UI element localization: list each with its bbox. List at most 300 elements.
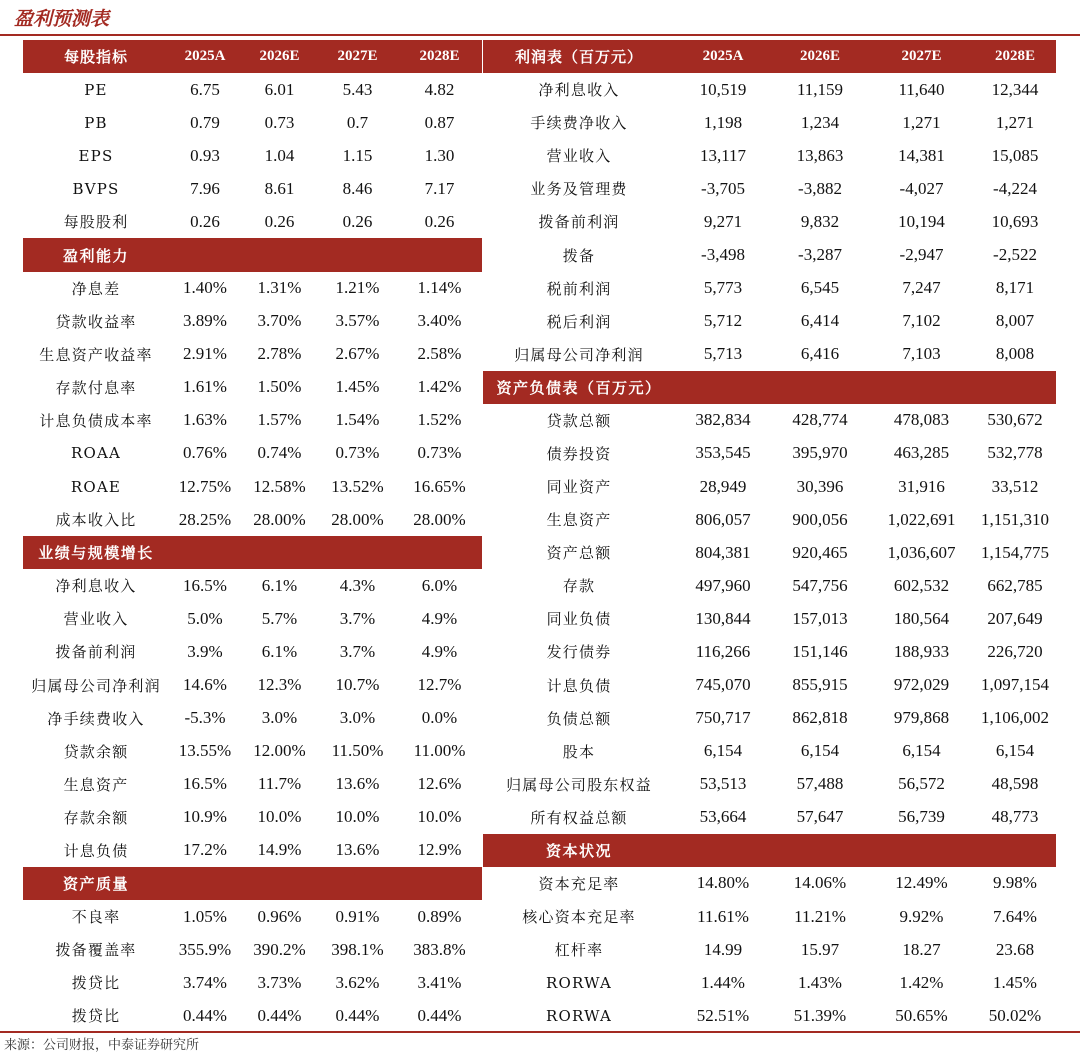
row-value: 1.45% bbox=[335, 377, 380, 397]
row-value: 0.73 bbox=[264, 112, 295, 132]
row-value: 14.99 bbox=[703, 939, 743, 959]
table-row bbox=[483, 602, 1056, 635]
table-row bbox=[23, 437, 482, 470]
row-value: 207,649 bbox=[987, 608, 1043, 628]
row-value: 862,818 bbox=[792, 708, 848, 728]
row-label: 存款 bbox=[562, 577, 596, 596]
row-value: 382,834 bbox=[695, 410, 751, 430]
row-value: 157,013 bbox=[792, 608, 848, 628]
row-value: 1,234 bbox=[800, 112, 840, 132]
table-row bbox=[23, 73, 482, 106]
table-row bbox=[483, 172, 1056, 205]
table-row bbox=[483, 735, 1056, 768]
section-header-row bbox=[23, 536, 482, 569]
row-value: 0.79 bbox=[190, 112, 220, 132]
row-value: 12.9% bbox=[417, 840, 462, 860]
row-value: 1,198 bbox=[703, 112, 743, 132]
row-value: 0.26 bbox=[264, 211, 295, 231]
table-row bbox=[23, 834, 482, 867]
row-label: 核心资本充足率 bbox=[522, 908, 636, 927]
row-value: 920,465 bbox=[792, 542, 848, 562]
table-row bbox=[23, 702, 482, 735]
row-value: 1,271 bbox=[902, 112, 941, 132]
table-row bbox=[23, 106, 482, 139]
table-row bbox=[483, 503, 1056, 536]
row-value: 1.30 bbox=[424, 145, 455, 165]
row-label: 同业资产 bbox=[546, 478, 612, 497]
header-year: 2026E bbox=[799, 48, 840, 65]
row-value: 13.6% bbox=[335, 774, 380, 794]
row-value: 3.74% bbox=[183, 972, 227, 992]
row-value: 11,640 bbox=[898, 79, 945, 99]
row-value: 10.0% bbox=[257, 807, 302, 827]
table-row bbox=[483, 635, 1056, 668]
row-value: 8.46 bbox=[342, 178, 373, 198]
row-value: 0.73% bbox=[335, 443, 380, 463]
row-value: 530,672 bbox=[987, 410, 1043, 430]
row-value: 3.0% bbox=[339, 708, 376, 728]
section-header-fill bbox=[169, 238, 482, 271]
table-row bbox=[23, 404, 482, 437]
table-row bbox=[483, 437, 1056, 470]
table-row bbox=[23, 999, 482, 1032]
row-value: 1.61% bbox=[183, 377, 227, 397]
row-value: 900,056 bbox=[792, 509, 848, 529]
row-value: 11.61% bbox=[697, 906, 749, 926]
row-value: 15.97 bbox=[800, 939, 840, 959]
row-value: 0.74% bbox=[257, 443, 302, 463]
table-row bbox=[23, 801, 482, 834]
row-label: 贷款余额 bbox=[63, 742, 129, 761]
table-row bbox=[23, 900, 482, 933]
row-value: 8,008 bbox=[995, 344, 1035, 364]
row-value: 50.65% bbox=[895, 1005, 948, 1025]
table-row bbox=[483, 73, 1056, 106]
row-value: 8.61 bbox=[264, 178, 295, 198]
row-label: 计息负债 bbox=[63, 841, 129, 860]
page-title: 盈利预测表 bbox=[14, 8, 110, 30]
section-header-fill bbox=[169, 536, 482, 569]
table-row bbox=[23, 635, 482, 668]
row-value: -3,882 bbox=[798, 178, 842, 198]
header-year: 2027E bbox=[901, 48, 942, 65]
row-value: 11.50% bbox=[331, 741, 384, 761]
row-value: 1.54% bbox=[335, 410, 380, 430]
table-row bbox=[23, 735, 482, 768]
row-value: 1,022,691 bbox=[887, 509, 956, 529]
row-value: 395,970 bbox=[792, 443, 848, 463]
row-value: 2.91% bbox=[183, 344, 227, 364]
table-row bbox=[483, 768, 1056, 801]
section-header-fill bbox=[675, 371, 1056, 404]
row-value: 3.70% bbox=[257, 311, 302, 331]
row-label: 营业收入 bbox=[546, 147, 612, 166]
table-row bbox=[483, 668, 1056, 701]
row-value: 383.8% bbox=[413, 939, 466, 959]
row-value: 1,154,775 bbox=[981, 542, 1049, 562]
row-value: 16.5% bbox=[183, 774, 227, 794]
row-label: RORWA bbox=[545, 973, 613, 992]
row-label: 存款余额 bbox=[63, 808, 129, 827]
row-value: 855,915 bbox=[792, 675, 848, 695]
row-value: 1.42% bbox=[899, 972, 944, 992]
row-value: 497,960 bbox=[695, 575, 751, 595]
row-value: 28,949 bbox=[699, 476, 747, 496]
row-value: 1.05% bbox=[183, 906, 227, 926]
row-value: 0.44% bbox=[335, 1005, 380, 1025]
row-value: 3.62% bbox=[335, 972, 380, 992]
row-value: 6,154 bbox=[703, 741, 743, 761]
row-value: 7.64% bbox=[993, 906, 1037, 926]
section-header-row bbox=[23, 867, 482, 900]
row-value: 12,344 bbox=[991, 79, 1039, 99]
row-value: 14,381 bbox=[898, 145, 945, 165]
bottom-rule bbox=[0, 1031, 1080, 1033]
table-row bbox=[23, 139, 482, 172]
table-row bbox=[483, 801, 1056, 834]
row-label: 税后利润 bbox=[546, 312, 612, 331]
left-table bbox=[23, 40, 482, 1032]
row-value: 4.9% bbox=[421, 608, 458, 628]
row-value: 130,844 bbox=[695, 608, 751, 628]
row-value: 53,513 bbox=[699, 774, 747, 794]
row-value: 398.1% bbox=[331, 939, 384, 959]
table-row bbox=[483, 272, 1056, 305]
row-label: 净利息收入 bbox=[55, 577, 137, 596]
table-row bbox=[23, 272, 482, 305]
row-value: 3.9% bbox=[187, 641, 223, 661]
row-value: 0.26 bbox=[424, 211, 455, 231]
row-value: 188,933 bbox=[893, 641, 950, 661]
row-value: 52.51% bbox=[696, 1005, 750, 1025]
table-row bbox=[483, 867, 1056, 900]
row-label: 股本 bbox=[562, 742, 596, 761]
row-value: 0.7 bbox=[346, 112, 369, 132]
row-label: PE bbox=[84, 80, 108, 99]
row-value: 5.43 bbox=[342, 79, 373, 99]
section-header-row bbox=[23, 238, 482, 271]
row-value: 0.73% bbox=[417, 443, 462, 463]
row-value: 1.04 bbox=[264, 145, 295, 165]
table-row bbox=[483, 470, 1056, 503]
row-value: 0.26 bbox=[342, 211, 373, 231]
section-label: 资产质量 bbox=[23, 867, 169, 900]
row-value: 11,159 bbox=[796, 79, 844, 99]
row-value: 12.6% bbox=[417, 774, 462, 794]
table-row bbox=[483, 338, 1056, 371]
header-year: 2025A bbox=[702, 48, 744, 65]
row-value: 1.31% bbox=[257, 278, 302, 298]
row-label: 负债总额 bbox=[546, 709, 612, 728]
row-label: 拨备前利润 bbox=[55, 643, 137, 662]
row-value: -2,947 bbox=[899, 245, 944, 264]
row-value: 16.5% bbox=[183, 575, 227, 595]
row-value: 2.58% bbox=[417, 344, 462, 364]
row-label: 业务及管理费 bbox=[530, 180, 628, 199]
row-value: 1,036,607 bbox=[887, 542, 956, 562]
table-row bbox=[23, 205, 482, 238]
row-label: 同业负债 bbox=[546, 610, 612, 629]
row-value: 28.00% bbox=[331, 509, 384, 529]
row-value: 6,545 bbox=[800, 278, 840, 298]
row-label: 拨备 bbox=[562, 246, 596, 265]
row-value: 0.96% bbox=[257, 906, 302, 926]
row-value: 11.21% bbox=[794, 906, 846, 926]
row-value: 4.82 bbox=[424, 79, 455, 99]
row-value: 10,519 bbox=[699, 79, 747, 99]
section-header-fill bbox=[169, 867, 482, 900]
table-row bbox=[23, 602, 482, 635]
row-label: 贷款收益率 bbox=[55, 312, 137, 331]
table-row bbox=[23, 966, 482, 999]
table-row bbox=[23, 305, 482, 338]
row-value: 9.92% bbox=[899, 906, 944, 926]
table-header-row bbox=[483, 40, 1056, 73]
section-label: 资本状况 bbox=[483, 834, 675, 867]
row-label: 手续费净收入 bbox=[530, 114, 628, 133]
row-value: 4.9% bbox=[421, 641, 458, 661]
table-row bbox=[483, 999, 1056, 1032]
section-label: 业绩与规模增长 bbox=[23, 536, 169, 569]
row-value: 8,007 bbox=[995, 311, 1035, 331]
row-label: 存款付息率 bbox=[55, 378, 137, 397]
row-label: 净息差 bbox=[71, 279, 121, 298]
row-value: 4.3% bbox=[339, 575, 376, 595]
table-row bbox=[483, 536, 1056, 569]
row-value: 10,693 bbox=[991, 211, 1039, 231]
header-year: 2027E bbox=[337, 48, 378, 65]
row-label: 净利息收入 bbox=[538, 81, 620, 100]
row-value: -3,287 bbox=[798, 245, 842, 264]
row-value: 1.63% bbox=[183, 410, 227, 430]
row-value: 28.00% bbox=[413, 509, 466, 529]
row-label: EPS bbox=[78, 146, 114, 165]
table-row bbox=[23, 172, 482, 205]
row-value: 5,712 bbox=[703, 311, 743, 331]
table-row bbox=[23, 668, 482, 701]
row-value: 16.65% bbox=[413, 476, 466, 496]
row-value: 1.52% bbox=[417, 410, 462, 430]
row-value: 1.43% bbox=[798, 972, 842, 992]
row-value: 13.52% bbox=[331, 476, 384, 496]
row-label: 资本充足率 bbox=[538, 874, 620, 893]
row-label: 归属母公司股东权益 bbox=[506, 775, 652, 794]
row-value: 6.1% bbox=[261, 575, 298, 595]
row-value: 3.40% bbox=[417, 311, 462, 331]
row-value: 3.89% bbox=[183, 311, 227, 331]
row-label: 归属母公司净利润 bbox=[514, 345, 644, 364]
row-value: 602,532 bbox=[893, 575, 950, 595]
row-value: 13,863 bbox=[796, 145, 844, 165]
row-value: 979,868 bbox=[893, 708, 950, 728]
row-value: 0.26 bbox=[190, 211, 220, 231]
row-value: 57,488 bbox=[796, 774, 844, 794]
row-value: 180,564 bbox=[893, 608, 950, 628]
row-value: 3.57% bbox=[335, 311, 380, 331]
row-value: 226,720 bbox=[987, 641, 1043, 661]
table-row bbox=[23, 470, 482, 503]
header-year: 2026E bbox=[259, 48, 300, 65]
row-value: 12.3% bbox=[257, 675, 302, 695]
row-value: 12.58% bbox=[253, 476, 306, 496]
row-value: 14.06% bbox=[793, 873, 847, 893]
row-label: BVPS bbox=[72, 179, 120, 198]
table-row bbox=[483, 305, 1056, 338]
row-value: 10.0% bbox=[417, 807, 462, 827]
row-label: PB bbox=[84, 113, 108, 132]
row-value: 0.89% bbox=[417, 906, 462, 926]
row-label: 拨备覆盖率 bbox=[55, 941, 137, 960]
row-value: 353,545 bbox=[695, 443, 751, 463]
row-label: 不良率 bbox=[71, 908, 121, 927]
row-label: ROAE bbox=[70, 477, 122, 496]
row-value: 5.7% bbox=[261, 608, 298, 628]
row-value: 1,097,154 bbox=[981, 675, 1049, 695]
row-value: 3.7% bbox=[339, 641, 376, 661]
row-value: 31,916 bbox=[898, 476, 945, 496]
row-value: 5,773 bbox=[703, 278, 743, 298]
row-label: 计息负债成本率 bbox=[39, 411, 153, 430]
row-label: ROAA bbox=[70, 444, 122, 463]
row-value: 13.55% bbox=[178, 741, 232, 761]
row-label: 贷款总额 bbox=[546, 411, 612, 430]
row-value: 3.73% bbox=[257, 972, 302, 992]
row-value: 53,664 bbox=[699, 807, 747, 827]
row-value: 532,778 bbox=[987, 443, 1043, 463]
row-value: 6.01 bbox=[264, 79, 295, 99]
row-value: 8,171 bbox=[995, 278, 1035, 298]
row-value: 12.49% bbox=[895, 873, 948, 893]
row-value: 1.45% bbox=[993, 972, 1037, 992]
row-value: 6.0% bbox=[421, 575, 458, 595]
table-row bbox=[23, 768, 482, 801]
row-value: 7,102 bbox=[902, 311, 941, 331]
row-value: 428,774 bbox=[792, 410, 848, 430]
row-value: -4,224 bbox=[993, 178, 1037, 198]
row-value: 17.2% bbox=[183, 840, 227, 860]
row-value: 390.2% bbox=[253, 939, 306, 959]
row-label: 计息负债 bbox=[546, 676, 612, 695]
row-value: 151,146 bbox=[792, 641, 848, 661]
header-year: 2025A bbox=[184, 48, 226, 65]
table-row bbox=[483, 966, 1056, 999]
row-label: 所有权益总额 bbox=[530, 808, 628, 827]
row-value: 1,151,310 bbox=[981, 509, 1049, 529]
section-header-row bbox=[483, 834, 1056, 867]
row-label: 生息资产 bbox=[546, 511, 612, 530]
row-value: 7,103 bbox=[902, 344, 941, 364]
row-value: 10,194 bbox=[898, 211, 945, 231]
row-value: 9,832 bbox=[800, 211, 840, 231]
row-value: 1.40% bbox=[183, 278, 227, 298]
table-header-row bbox=[23, 40, 482, 73]
row-value: 0.44% bbox=[417, 1005, 462, 1025]
row-value: 0.87 bbox=[424, 112, 455, 132]
row-value: 6,416 bbox=[800, 344, 840, 364]
row-value: 804,381 bbox=[695, 542, 751, 562]
row-value: 1.44% bbox=[701, 972, 745, 992]
row-value: 18.27 bbox=[902, 939, 941, 959]
row-value: 30,396 bbox=[796, 476, 844, 496]
row-value: -5.3% bbox=[184, 708, 226, 728]
header-year: 2028E bbox=[994, 48, 1035, 65]
row-value: 1.57% bbox=[257, 410, 302, 430]
row-value: 56,572 bbox=[898, 774, 945, 794]
row-value: 0.93 bbox=[190, 145, 220, 165]
row-value: 50.02% bbox=[988, 1005, 1042, 1025]
row-label: 营业收入 bbox=[63, 610, 129, 629]
row-value: 23.68 bbox=[995, 939, 1035, 959]
row-value: 9.98% bbox=[993, 873, 1037, 893]
row-value: 28.00% bbox=[253, 509, 306, 529]
row-value: 5.0% bbox=[187, 608, 223, 628]
row-value: 0.0% bbox=[421, 708, 458, 728]
row-value: 1,106,002 bbox=[981, 708, 1049, 728]
table-row bbox=[23, 371, 482, 404]
row-value: 7.96 bbox=[190, 178, 220, 198]
row-value: 0.44% bbox=[257, 1005, 302, 1025]
row-value: 10.9% bbox=[183, 807, 227, 827]
row-value: 0.44% bbox=[183, 1005, 227, 1025]
row-label: 拨备前利润 bbox=[538, 213, 620, 232]
row-value: 13.6% bbox=[335, 840, 380, 860]
table-row bbox=[23, 933, 482, 966]
row-label: 发行债券 bbox=[546, 643, 612, 662]
row-label: 拨贷比 bbox=[71, 974, 121, 993]
row-value: 10.0% bbox=[335, 807, 380, 827]
row-value: 1.14% bbox=[417, 278, 462, 298]
row-label: 税前利润 bbox=[546, 279, 612, 298]
row-value: 1,271 bbox=[995, 112, 1035, 132]
row-value: 9,271 bbox=[703, 211, 743, 231]
table-row bbox=[23, 569, 482, 602]
row-value: 28.25% bbox=[178, 509, 232, 529]
row-value: 750,717 bbox=[695, 708, 751, 728]
row-value: 14.80% bbox=[696, 873, 750, 893]
row-value: 6,154 bbox=[800, 741, 840, 761]
right-table bbox=[483, 40, 1056, 1032]
row-value: -3,498 bbox=[701, 245, 745, 264]
table-row bbox=[483, 106, 1056, 139]
table-row bbox=[23, 503, 482, 536]
section-label: 盈利能力 bbox=[23, 238, 169, 271]
row-label: 债券投资 bbox=[546, 444, 612, 463]
row-value: 1.15 bbox=[342, 145, 373, 165]
table-row bbox=[483, 205, 1056, 238]
row-value: 0.91% bbox=[335, 906, 380, 926]
row-value: -3,705 bbox=[701, 178, 745, 198]
table-row bbox=[483, 900, 1056, 933]
row-value: 11.00% bbox=[413, 741, 466, 761]
row-label: RORWA bbox=[545, 1006, 613, 1025]
row-value: 13,117 bbox=[699, 145, 747, 165]
row-value: 7,247 bbox=[902, 278, 941, 298]
header-label: 利润表（百万元） bbox=[514, 48, 643, 67]
row-value: 6.1% bbox=[261, 641, 298, 661]
table-row bbox=[483, 404, 1056, 437]
table-row bbox=[483, 139, 1056, 172]
row-value: 10.7% bbox=[335, 675, 380, 695]
row-value: 662,785 bbox=[987, 575, 1043, 595]
row-label: 资产总额 bbox=[546, 544, 612, 563]
row-value: 972,029 bbox=[893, 675, 950, 695]
section-label: 资产负债表（百万元） bbox=[483, 371, 675, 404]
section-header-fill bbox=[675, 834, 1056, 867]
row-value: 6,154 bbox=[902, 741, 941, 761]
row-value: 5,713 bbox=[703, 344, 743, 364]
row-label: 净手续费收入 bbox=[47, 709, 145, 728]
header-year: 2028E bbox=[419, 48, 460, 65]
